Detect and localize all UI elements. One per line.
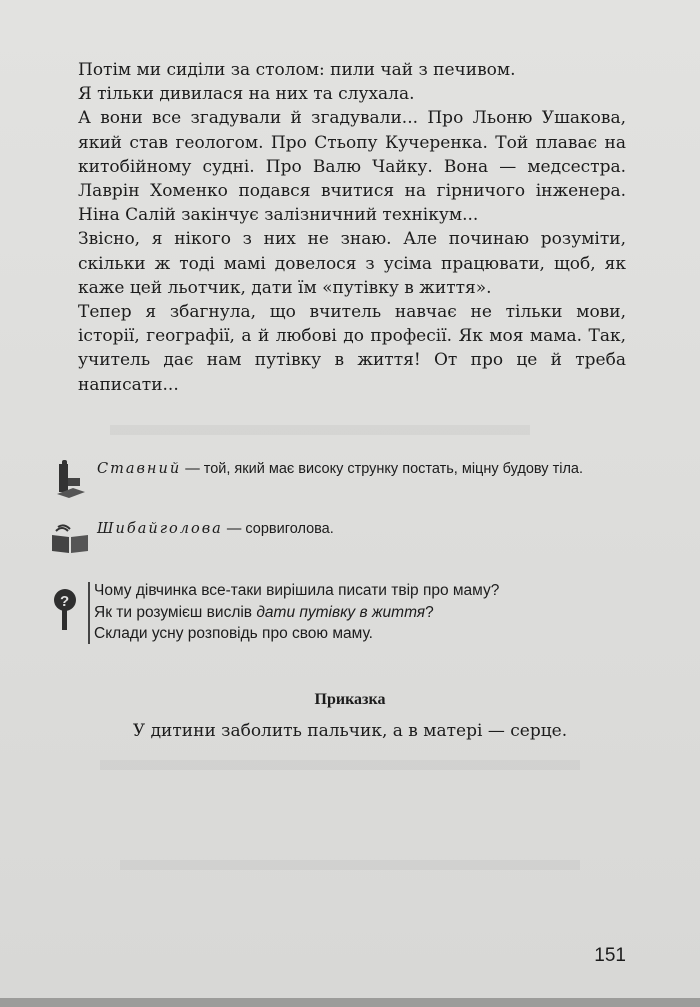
story-paragraph: А вони все згадували й згадували... Про Льоню Ушакова, який став геологом. Про Стьопу Кучеренка. Той плаває на китобійному судні. Про Валю Чайку. Вона — медсестра. Лаврін Хоменко подався вчитися на гірничого інженера. Ніна Салій закінчує залізничний технікум... xyxy=(78,108,626,226)
glossary-definition: — сорвиголова. xyxy=(222,521,334,537)
glossary-entry xyxy=(50,458,630,480)
glossary-text xyxy=(97,458,630,480)
bleed-through xyxy=(100,760,580,770)
question-text: ? xyxy=(425,603,434,621)
story-paragraph: Звісно, я нікого з них не знаю. Але починаю розуміти, скільки ж тоді мамі довелося з усіма працювати, щоб, як каже цей льотчик, дати їм «путівку в життя». xyxy=(78,229,626,298)
proverb-text: У дитини заболить пальчик, а в матері — серце. xyxy=(132,721,568,741)
question-item xyxy=(94,602,634,624)
bleed-through xyxy=(110,425,530,435)
glossary-term: Шибайголова xyxy=(97,521,223,537)
glossary-text xyxy=(97,518,630,540)
story-text xyxy=(78,58,626,397)
question-item: Чому дівчинка все-таки вирішила писати твір про маму? xyxy=(94,582,500,599)
story-paragraph: Тепер я збагнула, що вчитель навчає не тільки мови, історії, географії, а й любові до професії. Як моя мама. Так, учитель дає нам путівку в життя! От про це й треба написати... xyxy=(78,302,626,395)
page-edge xyxy=(0,998,700,1007)
question-divider xyxy=(88,582,90,644)
glossary-entry xyxy=(50,518,630,540)
page-number: 151 xyxy=(594,945,626,966)
story-paragraph: Я тільки дивилася на них та слухала. xyxy=(78,84,415,105)
svg-text:?: ? xyxy=(60,593,70,610)
story-paragraph: Потім ми сиділи за столом: пили чай з печивом. xyxy=(78,60,516,80)
questions-block xyxy=(94,580,634,645)
proverb-title: Приказка xyxy=(314,691,386,708)
question-head-icon xyxy=(53,586,81,638)
question-phrase: дати путівку в життя xyxy=(256,603,426,621)
bleed-through xyxy=(120,860,580,870)
question-text: Як ти розумієш вислів xyxy=(94,603,257,621)
glossary-definition: — той, який має високу струнку постать, міцну будову тіла. xyxy=(181,461,583,477)
glossary-term: Ставний xyxy=(97,461,182,477)
question-item: Склади усну розповідь про свою маму. xyxy=(94,625,373,642)
